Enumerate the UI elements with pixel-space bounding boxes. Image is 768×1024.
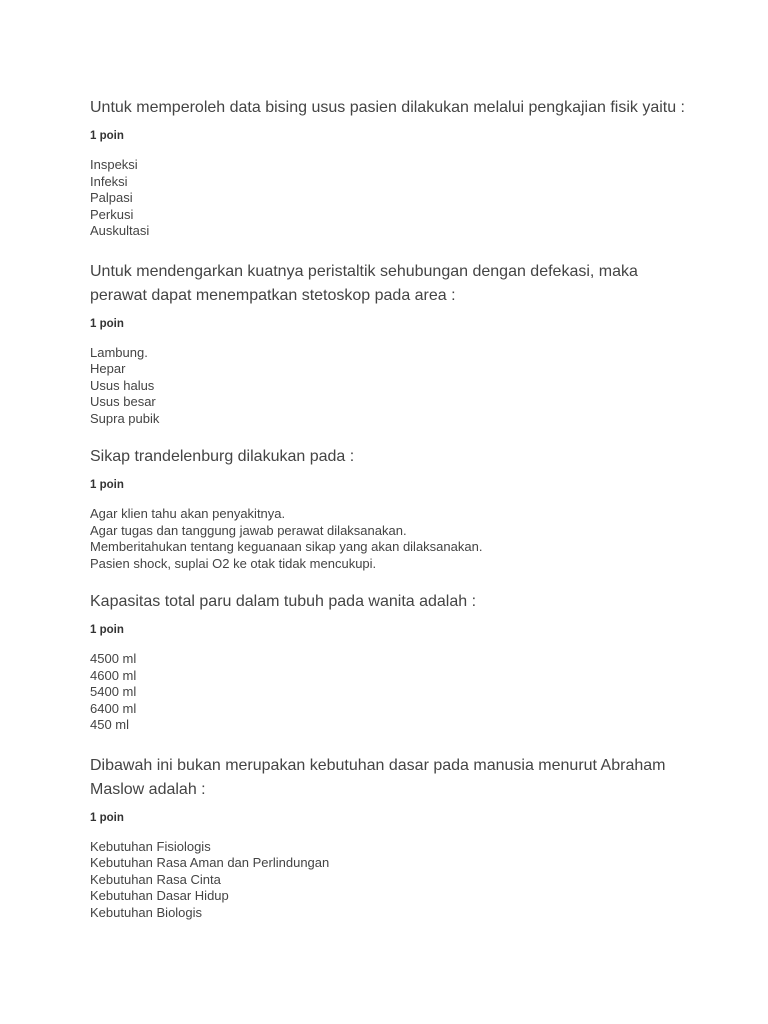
option-item[interactable]: Agar klien tahu akan penyakitnya.	[90, 506, 286, 521]
option-list	[90, 506, 690, 572]
option-list	[90, 839, 690, 922]
question-3	[90, 445, 690, 572]
option-item[interactable]: Pasien shock, suplai O2 ke otak tidak mencukupi.	[90, 555, 377, 571]
option-item[interactable]: Supra pubik	[90, 410, 160, 426]
option-item[interactable]: Palpasi	[90, 190, 133, 205]
option-list	[90, 651, 690, 734]
option-item[interactable]: Auskultasi	[90, 223, 150, 238]
option-item[interactable]: Perkusi	[90, 206, 134, 222]
question-points: 1 poin	[90, 624, 124, 636]
question-text: Dibawah ini bukan merupakan kebutuhan dasar pada manusia menurut Abraham Maslow adalah :	[90, 756, 666, 798]
question-points: 1 poin	[90, 479, 124, 491]
question-4	[90, 590, 690, 734]
option-item[interactable]: 5400 ml	[90, 684, 137, 699]
option-item[interactable]: Usus besar	[90, 394, 156, 409]
option-item[interactable]: Lambung.	[90, 344, 148, 360]
question-points: 1 poin	[90, 130, 124, 142]
option-item[interactable]: Memberitahukan tentang keguanaan sikap yang akan dilaksanakan.	[90, 539, 483, 554]
question-text: Kapasitas total paru dalam tubuh pada wanita adalah :	[90, 593, 477, 610]
question-text: Untuk mendengarkan kuatnya peristaltik sehubungan dengan defekasi, maka perawat dapat menempatkan stetoskop pada area :	[90, 262, 638, 304]
question-text: Sikap trandelenburg dilakukan pada :	[90, 448, 355, 465]
option-item[interactable]: 4600 ml	[90, 667, 137, 683]
option-item[interactable]: 6400 ml	[90, 700, 137, 716]
option-item[interactable]: Usus halus	[90, 377, 155, 393]
question-text: Untuk memperoleh data bising usus pasien dilakukan melalui pengkajian fisik yaitu :	[90, 99, 685, 116]
option-item[interactable]: Hepar	[90, 361, 126, 376]
option-list	[90, 157, 690, 240]
option-item[interactable]: Kebutuhan Rasa Aman dan Perlindungan	[90, 855, 330, 870]
option-item[interactable]: Agar tugas dan tanggung jawab perawat dilaksanakan.	[90, 522, 407, 538]
option-list	[90, 345, 690, 428]
question-points: 1 poin	[90, 811, 124, 824]
option-item[interactable]: Kebutuhan Dasar Hidup	[90, 888, 229, 903]
option-item[interactable]: 4500 ml	[90, 651, 137, 666]
option-item[interactable]: Infeksi	[90, 173, 128, 189]
quiz-document	[90, 96, 690, 921]
question-2	[90, 260, 690, 428]
option-item[interactable]: Kebutuhan Rasa Cinta	[90, 871, 221, 887]
option-item[interactable]: Inspeksi	[90, 157, 138, 172]
option-item[interactable]: Kebutuhan Fisiologis	[90, 838, 211, 854]
question-5	[90, 754, 690, 922]
question-points: 1 poin	[90, 317, 124, 330]
option-item[interactable]: 450 ml	[90, 717, 130, 732]
option-item[interactable]: Kebutuhan Biologis	[90, 904, 203, 920]
question-1	[90, 96, 690, 240]
